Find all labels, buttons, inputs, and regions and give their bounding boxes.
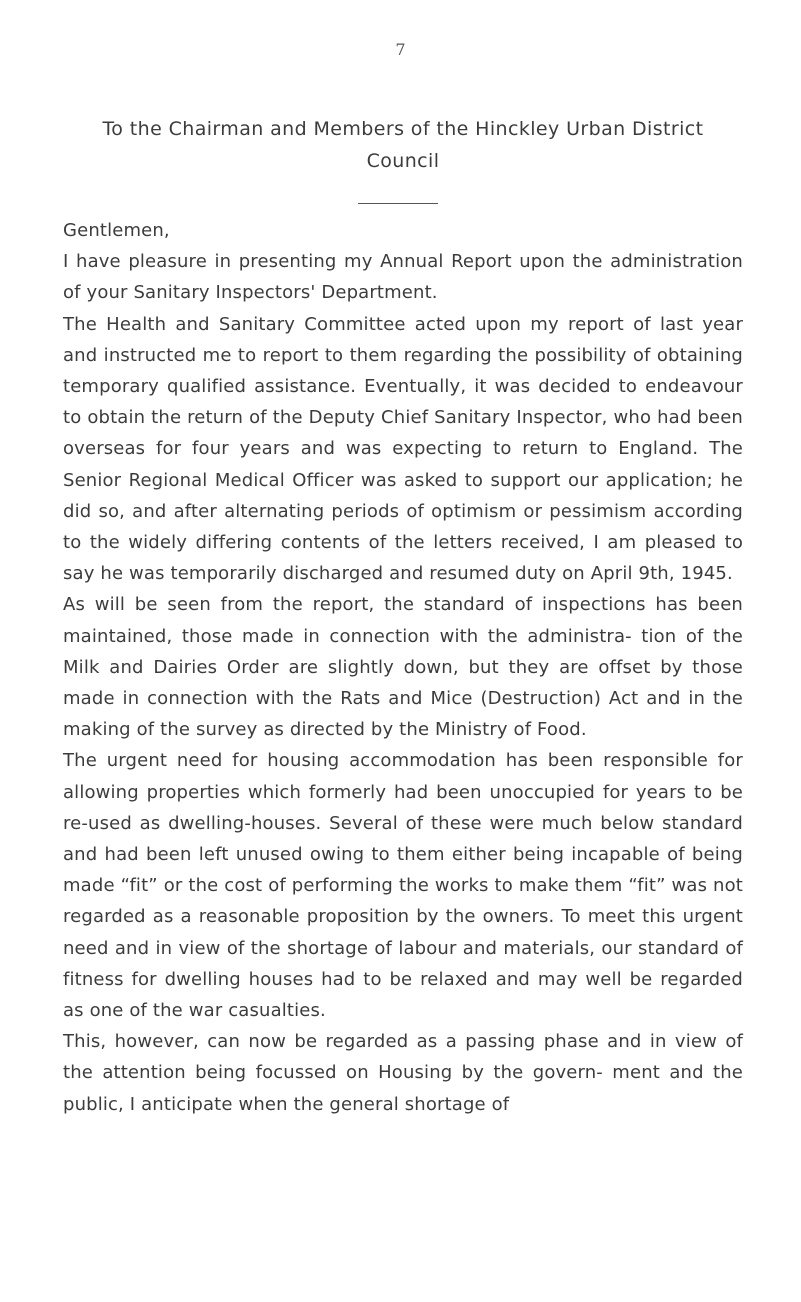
addressee-line-2: Council — [366, 150, 440, 172]
paragraph-4: The urgent need for housing accommodation has been responsible for allowing properties which formerly had been unoccupied for years to be re-used as dwelling-houses. Several of these were much below standard and had been left unused owing to them either being incapable of being made “fit” or the cost of performing the works to make them “fit” was not regarded as a reasonable proposition by the owners. To meet this urgent need and in view of the shortage of labour and materials, our standard of fitness for dwelling houses had to be relaxed and may well be regarded as one of the war casualties. — [63, 750, 743, 1022]
page-number: 7 — [395, 40, 406, 59]
paragraph-5: This, however, can now be regarded as a passing phase and in view of the attention being focussed on Housing by the govern- ment and the public, I anticipate when the general shortage of — [63, 1031, 743, 1115]
heading-divider — [358, 203, 438, 204]
greeting: Gentlemen, — [63, 220, 170, 241]
letter-body — [63, 215, 743, 1120]
paragraph-1: I have pleasure in presenting my Annual Report upon the administration of your Sanitary Inspectors' Department. — [63, 251, 743, 304]
paragraph-2: The Health and Sanitary Committee acted upon my report of last year and instructed me to report to them regarding the possibility of obtaining temporary qualified assistance. Eventually, it was decided to endeavour to obtain the return of the Deputy Chief Sanitary Inspector, who had been overseas for four years and was expecting to return to England. The Senior Regional Medical Officer was asked to support our application; he did so, and after alternating periods of optimism or pessimism according to the widely differing contents of the letters received, I am pleased to say he was temporarily discharged and resumed duty on April 9th, 1945. — [63, 313, 743, 585]
addressee-heading — [63, 113, 743, 177]
paragraph-3: As will be seen from the report, the standard of inspections has been maintained, those made in connection with the administra- tion of the Milk and Dairies Order are slightly down, but they are offset by those made in connection with the Rats and Mice (Destruction) Act and in the making of the survey as directed by the Ministry of Food. — [63, 594, 743, 741]
addressee-line-1: To the Chairman and Members of the Hinckley Urban District — [102, 118, 704, 140]
